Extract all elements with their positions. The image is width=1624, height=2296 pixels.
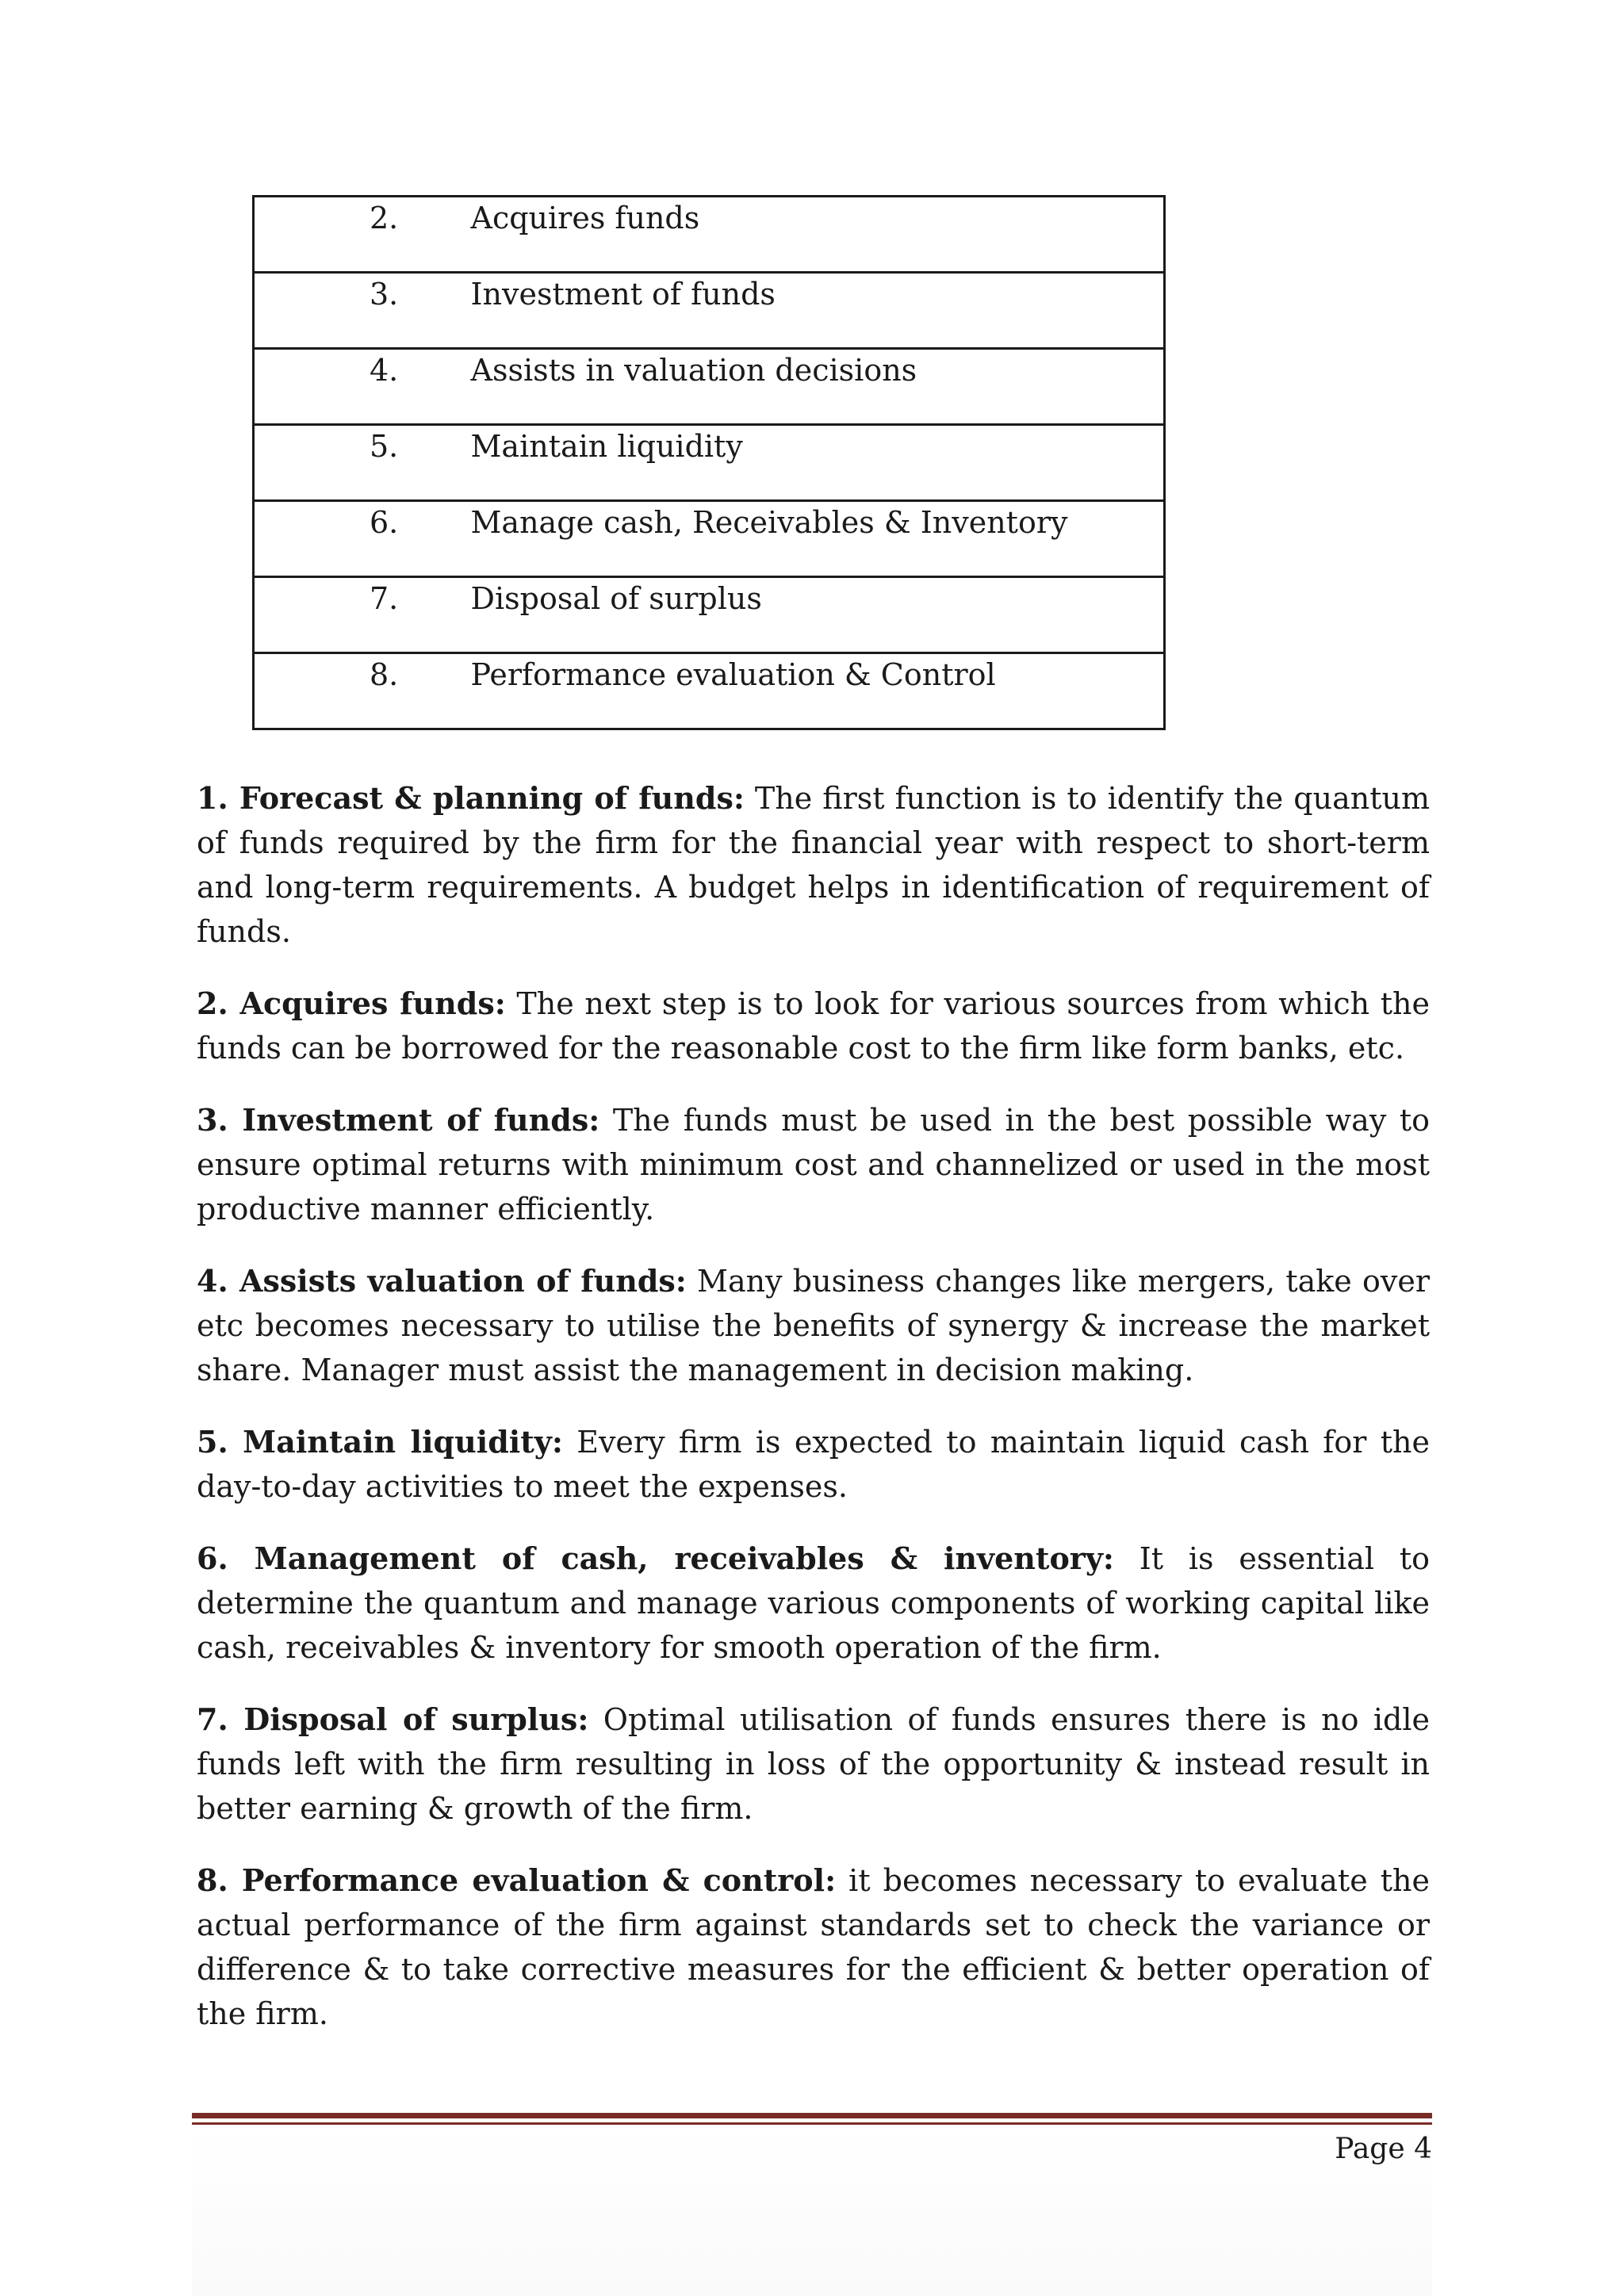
page-number: Page 4 [1335, 2133, 1432, 2165]
row-text: Assists in valuation decisions [471, 349, 1165, 425]
row-text: Acquires funds [471, 197, 1165, 273]
paragraph-heading: 3. Investment of funds: [197, 1102, 600, 1138]
paragraph-body: Optimal utilisation of funds ensures there is no idle funds left with the firm resulting in loss of the opportunity & instead result in better earning & growth of the firm. [197, 1702, 1430, 1826]
table-row [254, 197, 1165, 273]
row-number: 6. [254, 501, 471, 577]
functions-table [252, 195, 1166, 730]
function-paragraph [197, 982, 1430, 1070]
function-paragraph [197, 1098, 1430, 1231]
paragraph-heading: 7. Disposal of surplus: [197, 1701, 589, 1737]
paragraph-heading: 5. Maintain liquidity: [197, 1424, 563, 1460]
row-number: 5. [254, 425, 471, 501]
row-number: 7. [254, 577, 471, 653]
paragraph-heading: 8. Performance evaluation & control: [197, 1862, 837, 1898]
table-row [254, 425, 1165, 501]
table-row [254, 349, 1165, 425]
table-row [254, 273, 1165, 349]
footer-rule [192, 2113, 1432, 2118]
row-text: Investment of funds [471, 273, 1165, 349]
paragraph-body: It is essential to determine the quantum and manage various components of working capital like cash, receivables & inventory for smooth operation of the firm. [197, 1541, 1430, 1665]
function-paragraph [197, 776, 1430, 954]
row-text: Performance evaluation & Control [470, 657, 996, 692]
function-paragraph [197, 1259, 1430, 1392]
function-paragraph [197, 1697, 1430, 1831]
function-paragraph [197, 1420, 1430, 1509]
body-content [197, 776, 1430, 2064]
function-paragraph [197, 1858, 1430, 2036]
row-number: 3. [254, 273, 471, 349]
function-paragraph [197, 1536, 1430, 1670]
paragraph-body: Every firm is expected to maintain liquid cash for the day-to-day activities to meet the expenses. [197, 1425, 1430, 1504]
paragraph-heading: 4. Assists valuation of funds: [197, 1263, 687, 1299]
table-row [254, 653, 1165, 729]
paragraph-heading: 6. Management of cash, receivables & inventory: [197, 1540, 1114, 1576]
paragraph-heading: 2. Acquires funds: [197, 985, 506, 1021]
paragraph-body: The funds must be used in the best possible way to ensure optimal returns with minimum cost and channelized or used in the most productive manner efficiently. [197, 1103, 1430, 1226]
paragraph-body: The next step is to look for various sources from which the funds can be borrowed for the reasonable cost to the firm like form banks, etc. [197, 986, 1430, 1066]
paragraph-body: it becomes necessary to evaluate the actual performance of the firm against standards set to check the variance or difference & to take corrective measures for the efficient & better operation of the firm. [197, 1863, 1430, 2031]
footer-area [192, 2126, 1432, 2296]
row-text: Disposal of surplus [471, 577, 1165, 653]
table-row [254, 501, 1165, 577]
row-number: 4. [254, 349, 471, 425]
row-text: Maintain liquidity [471, 425, 1165, 501]
paragraph-body: The first function is to identify the quantum of funds required by the firm for the financial year with respect to short-term and long-term requirements. A budget helps in identification of requirement of funds. [197, 781, 1431, 949]
table-row [254, 577, 1165, 653]
row-number: 8. [370, 657, 399, 692]
row-text: Manage cash, Receivables & Inventory [471, 501, 1165, 577]
paragraph-heading: 1. Forecast & planning of funds: [197, 780, 745, 816]
row-number: 2. [254, 197, 471, 273]
footer-rule-thin [192, 2122, 1432, 2125]
paragraph-body: Many business changes like mergers, take over etc becomes necessary to utilise the benefits of synergy & increase the market share. Manager must assist the management in decision making. [197, 1264, 1430, 1387]
